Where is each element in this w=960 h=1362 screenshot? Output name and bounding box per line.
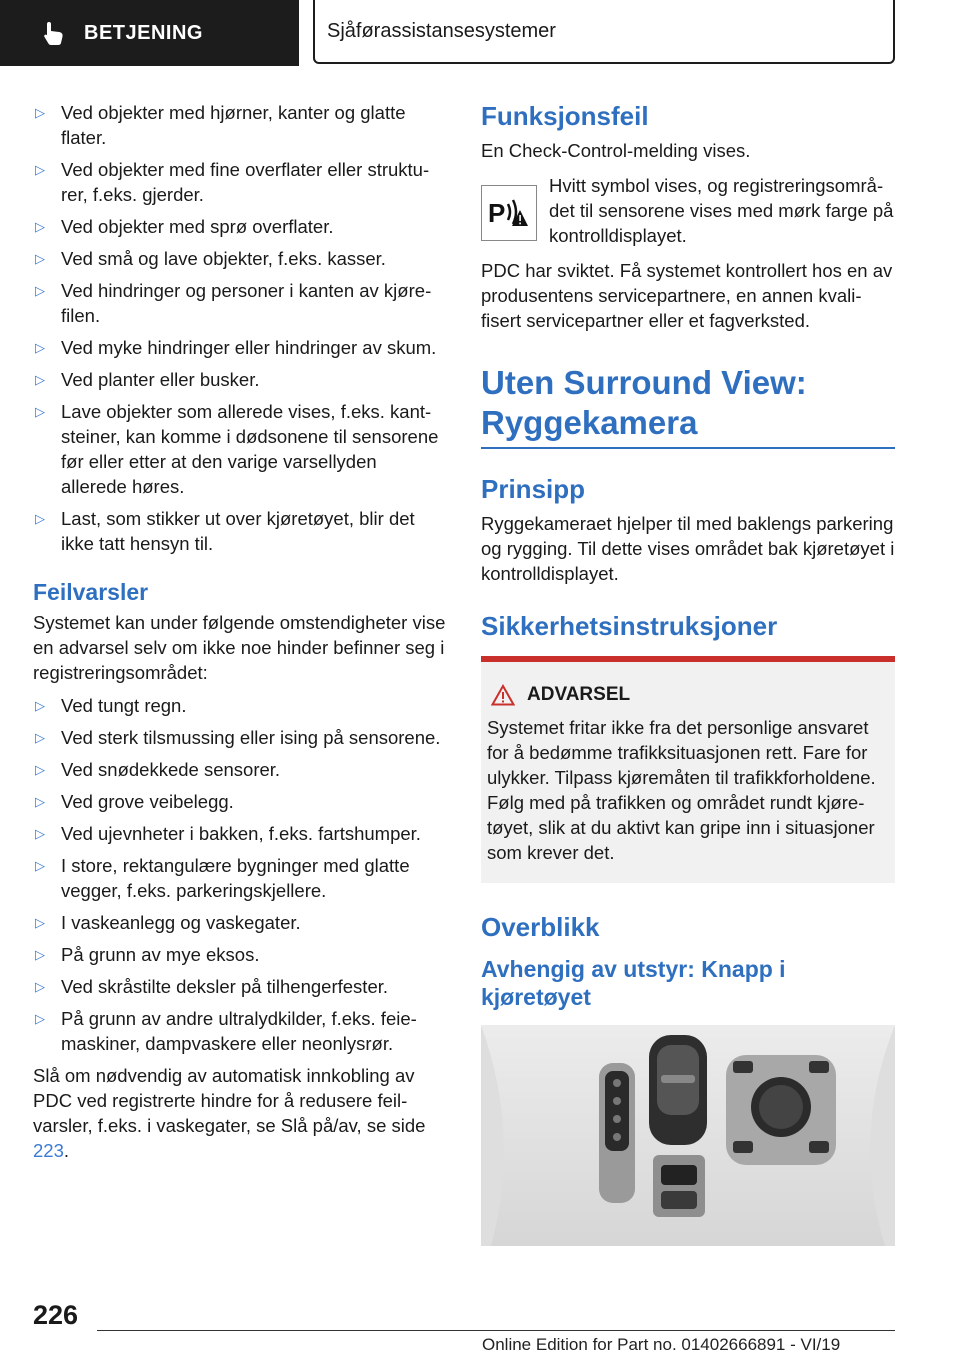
- list-item: ▷ Ved ujevnheter i bakken, f.eks. fartshumper.: [35, 823, 421, 844]
- heading-sikkerhet: Sikkerhetsinstruksjoner: [481, 611, 778, 641]
- pdc-warning-icon: [481, 185, 537, 241]
- bullet-list-limits: [33, 100, 446, 556]
- chapter-label: Sjåførassistansesystemer: [327, 19, 556, 42]
- triangle-bullet-icon: ▷: [35, 915, 45, 930]
- triangle-bullet-icon: ▷: [35, 858, 45, 873]
- list-item: ▷ I store, rektangulære bygninger med glatte vegger, f.eks. parkeringskjellere.: [35, 855, 410, 901]
- chapter-heading-line1: Uten Surround View:: [481, 364, 807, 401]
- heading-avhengig: Avhengig av utstyr: Knapp i kjøretøyet: [481, 956, 786, 1010]
- list-item: ▷ Ved objekter med sprø overflater.: [35, 216, 334, 237]
- warning-triangle-icon: [491, 684, 515, 706]
- triangle-bullet-icon: ▷: [35, 105, 45, 120]
- list-item: ▷ Ved grove veibelegg.: [35, 791, 234, 812]
- triangle-bullet-icon: ▷: [35, 762, 45, 777]
- funksjonsfeil-body: PDC har sviktet. Få systemet kontrollert hos en av produsentens servicepartnere, en annen kvalifisert servicepartner eller et fagverksted.: [481, 260, 893, 331]
- list-item: ▷ Lave objekter som allerede vises, f.eks. kantsteiner, kan komme i dødsonene til sensorene før eller etter at den varige varsellyden allerede høres.: [35, 401, 439, 497]
- triangle-bullet-icon: ▷: [35, 162, 45, 177]
- list-item: ▷ Ved sterk tilsmussing eller ising på sensorene.: [35, 727, 441, 748]
- triangle-bullet-icon: ▷: [35, 219, 45, 234]
- heading-funksjonsfeil: Funksjonsfeil: [481, 101, 649, 131]
- list-item: ▷ Ved planter eller busker.: [35, 369, 260, 390]
- section-tab: [0, 0, 299, 66]
- list-item: ▷ Ved hindringer og personer i kanten av kjørefilen.: [35, 280, 432, 326]
- list-item: ▷ På grunn av andre ultralydkilder, f.eks. feiemaskiner, dampvaskere eller neonlysrør.: [35, 1008, 417, 1054]
- warning-box: [481, 656, 895, 883]
- triangle-bullet-icon: ▷: [35, 283, 45, 298]
- list-item: ▷ Ved tungt regn.: [35, 695, 187, 716]
- center-console-photo: [481, 1025, 895, 1246]
- triangle-bullet-icon: ▷: [35, 979, 45, 994]
- triangle-bullet-icon: ▷: [35, 511, 45, 526]
- list-item: ▷ I vaskeanlegg og vaskegater.: [35, 912, 301, 933]
- list-item: ▷ Ved snødekkede sensorer.: [35, 759, 281, 780]
- list-item: ▷ På grunn av mye eksos.: [35, 944, 260, 965]
- list-item: ▷ Ved objekter med hjørner, kanter og glatte flater.: [35, 102, 406, 148]
- chapter-tab: [313, 0, 895, 64]
- warning-title: ADVARSEL: [487, 682, 887, 707]
- page-link-223[interactable]: 223: [33, 1140, 64, 1161]
- funksjonsfeil-intro: En Check-Control-melding vises.: [481, 140, 751, 161]
- left-column: [33, 100, 446, 1163]
- page-number: 226: [33, 1300, 79, 1330]
- list-item: ▷ Ved myke hindringer eller hindringer av skum.: [35, 337, 437, 358]
- section-label: BETJENING: [84, 21, 203, 44]
- prinsipp-text: Ryggekameraet hjelper til med baklengs parkering og rygging. Til dette vises området bak kjøretøyet i kontrolldisplayet.: [481, 513, 895, 584]
- feilvarsler-intro: Systemet kan under følgende omstendigheter vise en advarsel selv om ikke noe hinder befinner seg i registreringsområdet:: [33, 612, 446, 683]
- hand-pointer-icon: [40, 19, 68, 47]
- triangle-bullet-icon: ▷: [35, 340, 45, 355]
- triangle-bullet-icon: ▷: [35, 794, 45, 809]
- triangle-bullet-icon: ▷: [35, 251, 45, 266]
- symbol-description: Hvitt symbol vises, og registreringsområdet til sensorene vises med mørk farge på kontrolldisplayet.: [549, 175, 894, 246]
- chapter-heading-block: [481, 363, 895, 449]
- heading-prinsipp: Prinsipp: [481, 474, 586, 504]
- list-item: ▷ Ved små og lave objekter, f.eks. kasser.: [35, 248, 386, 269]
- triangle-bullet-icon: ▷: [35, 698, 45, 713]
- bullet-list-false-alarms: [33, 693, 446, 1056]
- triangle-bullet-icon: ▷: [35, 826, 45, 841]
- symbol-row: [481, 173, 895, 248]
- list-item: ▷ Ved objekter med fine overflater eller strukturer, f.eks. gjerder.: [35, 159, 430, 205]
- triangle-bullet-icon: ▷: [35, 947, 45, 962]
- triangle-bullet-icon: ▷: [35, 1011, 45, 1026]
- warning-text: Systemet fritar ikke fra det personlige ansvaret for å bedømme trafikksituasjonen rett. Fare for ulykker. Tilpass kjøremåten til trafikkforholdene. Følg med på trafikken og området rundt kjøretøyet, slik at du aktivt kan gripe inn i situasjoner som krever det.: [487, 717, 876, 863]
- triangle-bullet-icon: ▷: [35, 372, 45, 387]
- right-column: [481, 100, 895, 1246]
- heading-overblikk: Overblikk: [481, 912, 600, 942]
- triangle-bullet-icon: ▷: [35, 730, 45, 745]
- footer-divider: [97, 1330, 895, 1331]
- triangle-bullet-icon: ▷: [35, 404, 45, 419]
- svg-text:P: P: [488, 198, 506, 228]
- edition-text: Online Edition for Part no. 01402666891 - VI/19: [482, 1335, 841, 1354]
- chapter-heading-line2: Ryggekamera: [481, 404, 698, 441]
- list-item: ▷ Ved skråstilte deksler på tilhengerfester.: [35, 976, 389, 997]
- page-header: [0, 0, 960, 66]
- heading-feilvarsler: Feilvarsler: [33, 579, 149, 605]
- list-item: ▷ Last, som stikker ut over kjøretøyet, blir det ikke tatt hensyn til.: [35, 508, 415, 554]
- closing-paragraph: Slå om nødvendig av automatisk innkobling av PDC ved registrerte hindre for å redusere feilvarsler, f.eks. i vaskegater, se Slå på/av, se side 223.: [33, 1065, 426, 1161]
